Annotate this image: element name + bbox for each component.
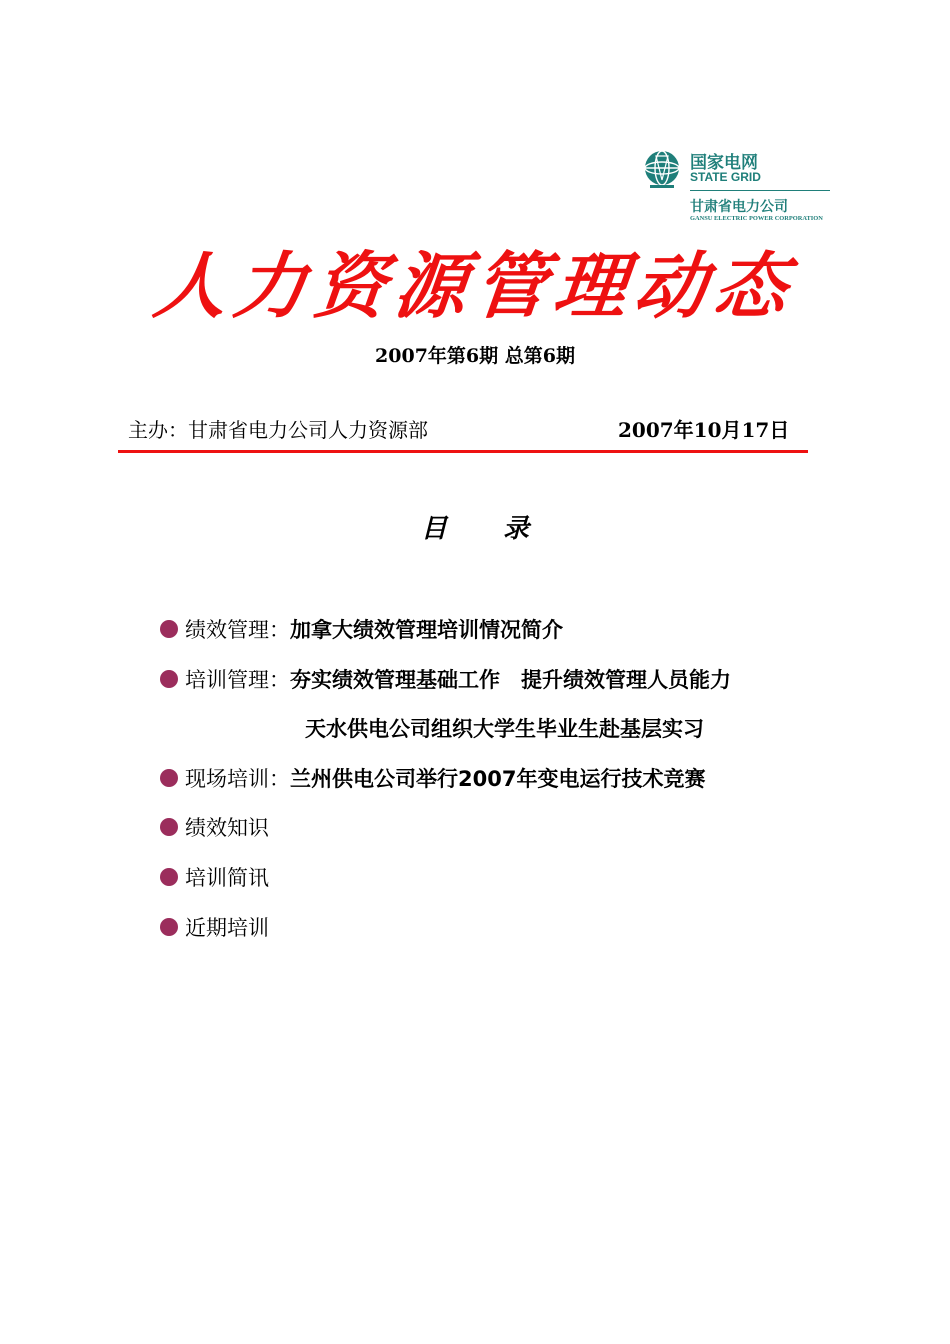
toc-article[interactable]: 兰州供电公司举行2007年变电运行技术竞赛 (290, 767, 706, 791)
toc-heading (0, 508, 950, 545)
header-divider (118, 450, 808, 453)
toc-item[interactable] (160, 664, 731, 694)
bullet-icon (160, 868, 178, 886)
toc-item[interactable] (160, 812, 269, 842)
publication-date: 2007年10月17日 (618, 418, 790, 442)
sponsor-line: 主办：甘肃省电力公司人力资源部 (128, 418, 428, 442)
toc-category: 绩效管理： (185, 618, 290, 642)
bullet-icon (160, 620, 178, 638)
toc-category: 近期培训 (185, 916, 269, 940)
toc-heading-char: 录 (503, 514, 530, 544)
logo-divider (690, 190, 830, 191)
toc-heading-char: 目 (420, 514, 447, 544)
toc-category: 现场培训： (185, 767, 290, 791)
newsletter-title: 人力资源管理动态 (149, 243, 799, 328)
toc-article[interactable]: 夯实绩效管理基础工作 提升绩效管理人员能力 (290, 668, 731, 692)
toc-article[interactable]: 加拿大绩效管理培训情况简介 (290, 618, 563, 642)
state-grid-logo (640, 146, 832, 226)
toc-item[interactable] (160, 763, 705, 793)
toc-item[interactable] (160, 912, 269, 942)
logo-company-en: GANSU ELECTRIC POWER CORPORATION (690, 215, 823, 222)
toc-item[interactable] (160, 614, 563, 644)
logo-name-en: STATE GRID (690, 170, 761, 184)
bullet-icon (160, 769, 178, 787)
logo-company-cn: 甘肃省电力公司 (690, 199, 788, 215)
issue-number: 2007年第6期 总第6期 (375, 345, 575, 367)
bullet-icon (160, 670, 178, 688)
toc-category: 培训简讯 (185, 866, 269, 890)
bullet-icon (160, 818, 178, 836)
toc-category: 绩效知识 (185, 816, 269, 840)
logo-name-cn: 国家电网 (690, 153, 758, 173)
toc-category: 培训管理： (185, 668, 290, 692)
bullet-icon (160, 918, 178, 936)
toc-article[interactable]: 天水供电公司组织大学生毕业生赴基层实习 (305, 717, 704, 741)
globe-emblem-icon (642, 148, 682, 190)
toc-item[interactable] (160, 862, 269, 892)
